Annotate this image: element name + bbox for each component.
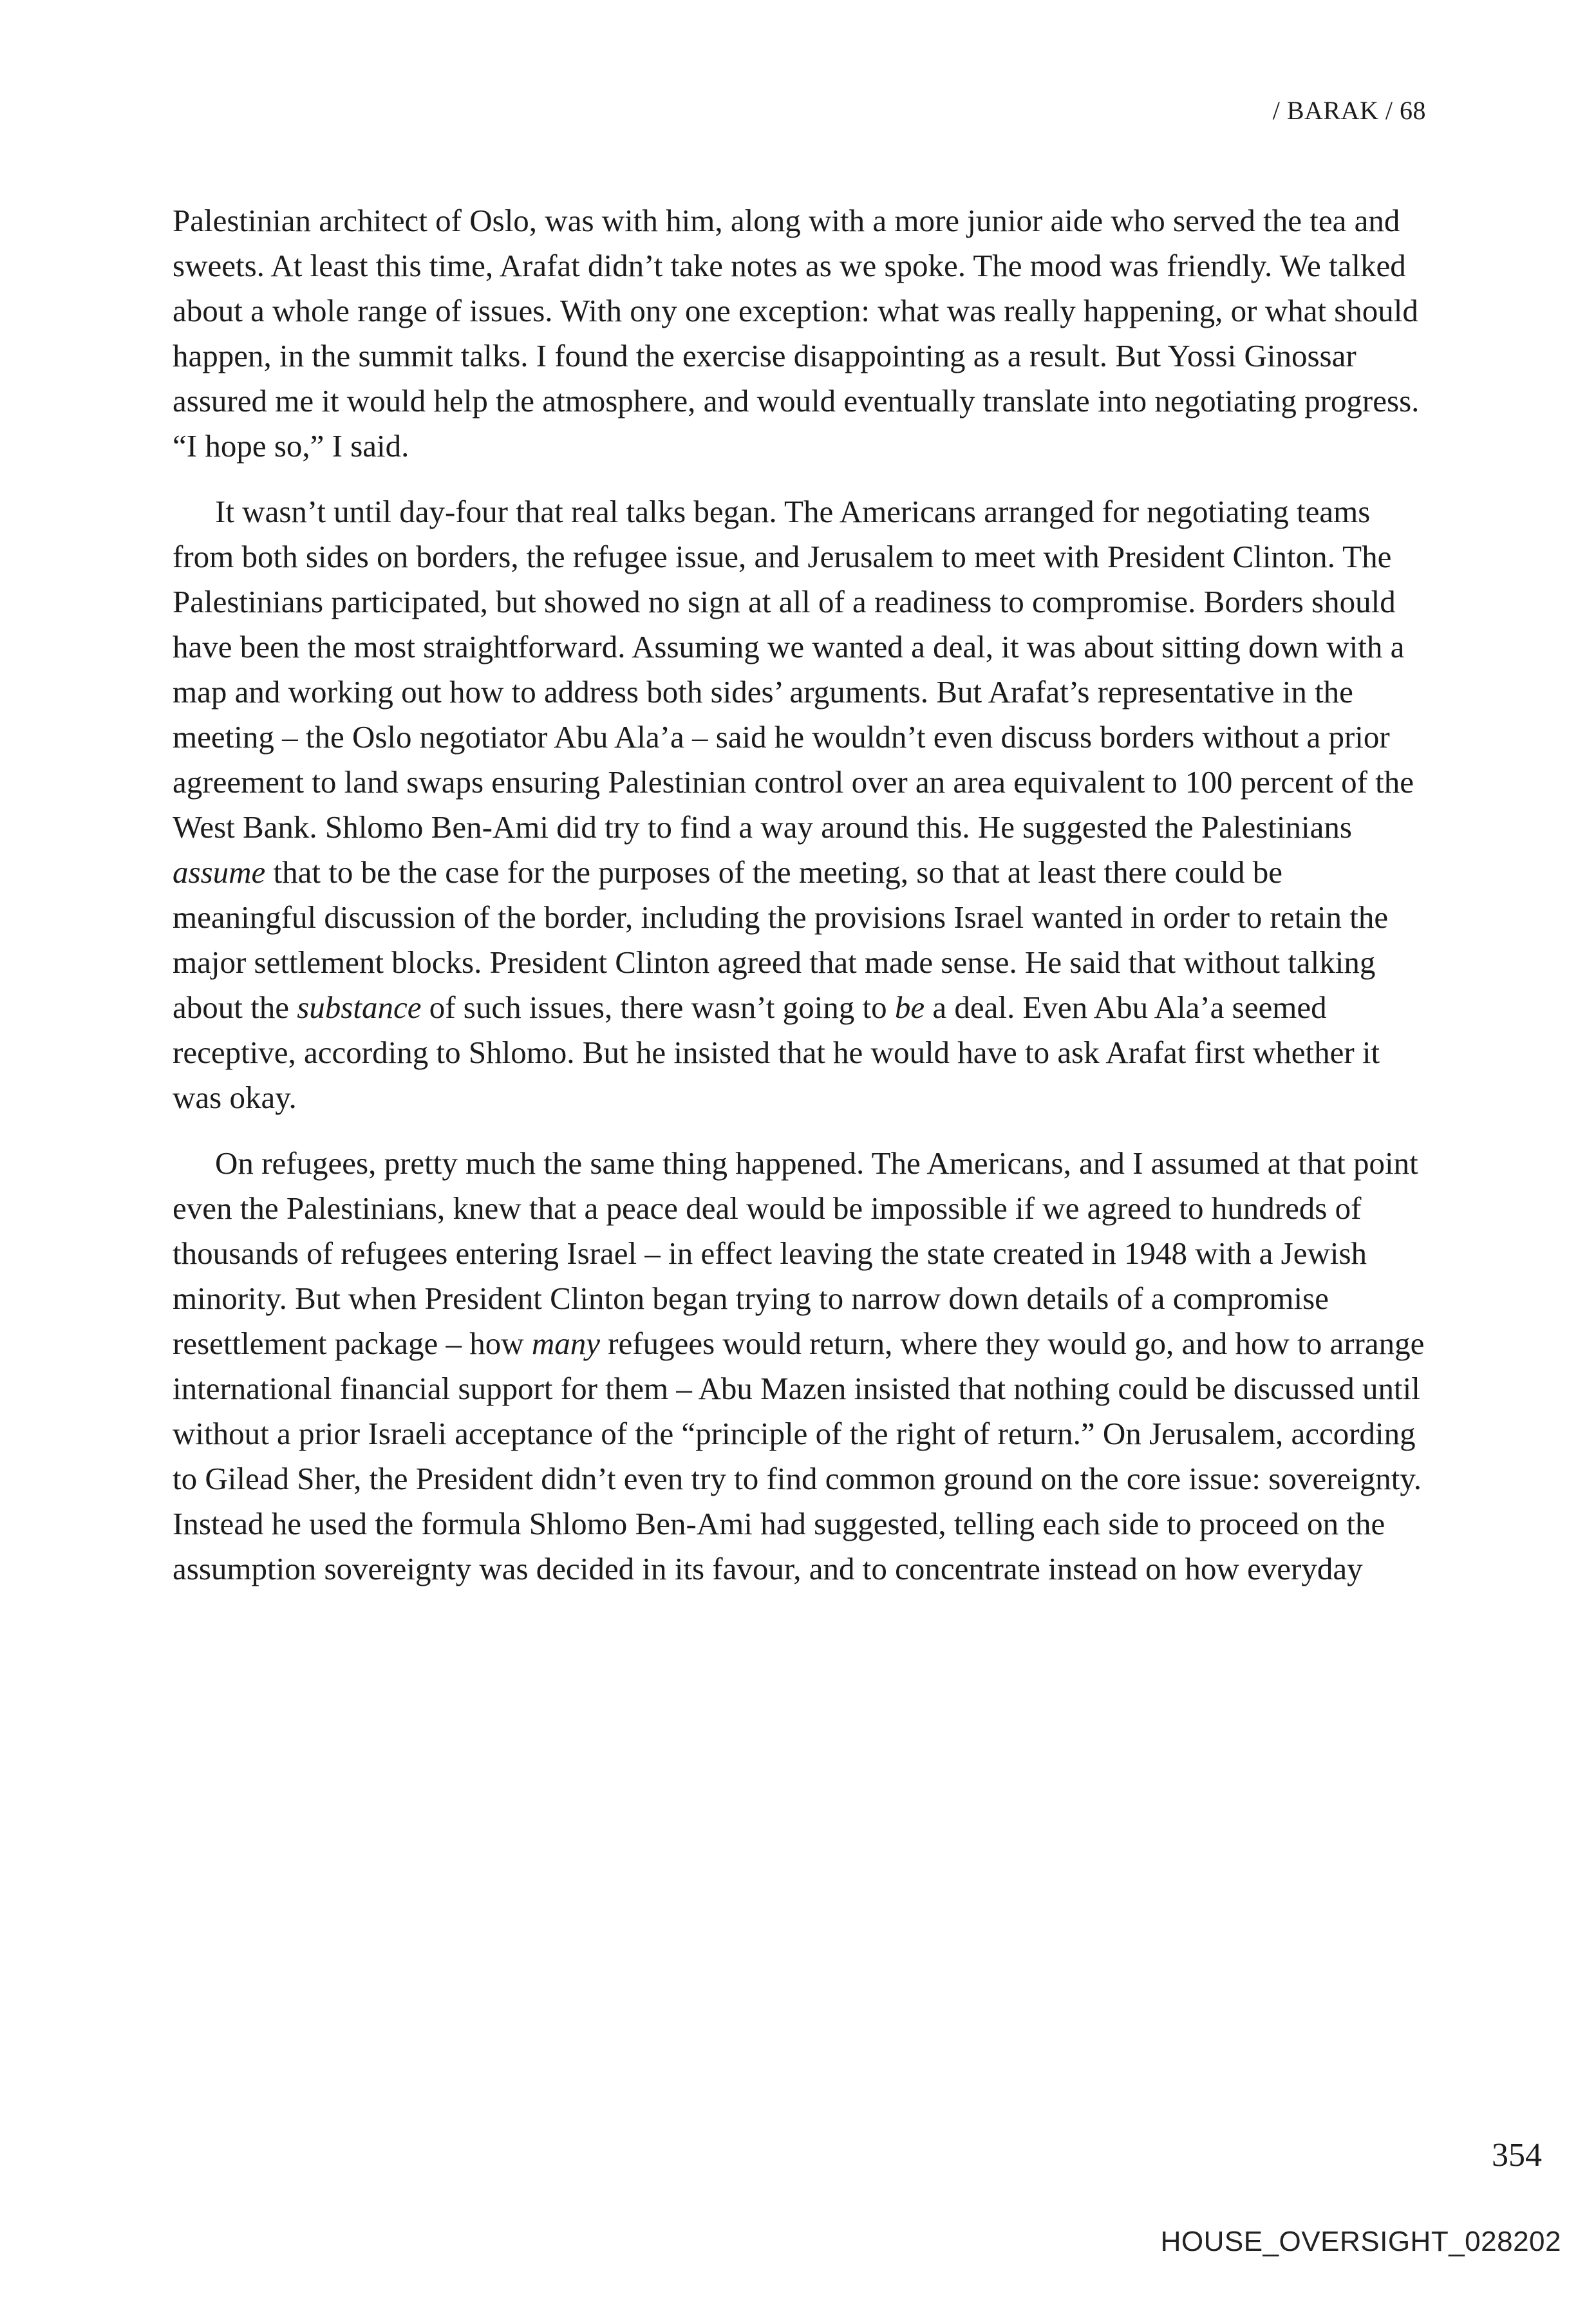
paragraph-2-segment-7: a deal. Even Abu Ala’a seemed receptive, according to Shlomo. But he insisted that he would have to ask Arafat first whether it was okay. <box>173 990 1380 1115</box>
paragraph-2-segment-1: It wasn’t until day-four that real talks began. The Americans arranged for negotiating teams from both sides on borders, the refugee issue, and Jerusalem to meet with President Clinton. The Palestinians participated, but showed no sign at all of a readiness to compromise. Borders should have been the most straightforward. Assuming we wanted a deal, it was about sitting down with a map and working out how to address both sides’ arguments. But Arafat’s representative in the meeting – the Oslo negotiator Abu Ala’a – said he wouldn’t even discuss borders without a prior agreement to land swaps ensuring Palestinian control over an area equivalent to 100 percent of the West Bank. Shlomo Ben-Ami did try to find a way around this. He suggested the Palestinians <box>173 494 1414 845</box>
running-header: / BARAK / 68 <box>1272 96 1426 125</box>
paragraph-2-segment-5: of such issues, there wasn’t going to <box>421 990 895 1025</box>
paragraph-2-italic-be: be <box>894 990 925 1025</box>
paragraph-3-italic-many: many <box>531 1326 600 1361</box>
paragraph-2-italic-substance: substance <box>297 990 422 1025</box>
paragraph-1-text: Palestinian architect of Oslo, was with him, along with a more junior aide who served the tea and sweets. At least this time, Arafat didn’t take notes as we spoke. The mood was friendly. We talked about a whole range of issues. With ony one exception: what was really happening, or what should happen, in the summit talks. I found the exercise disappointing as a result. But Yossi Ginossar assured me it would help the atmosphere, and would eventually translate into negotiating progress. “I hope so,” I said. <box>173 203 1420 464</box>
bates-stamp: HOUSE_OVERSIGHT_028202 <box>1160 2226 1561 2257</box>
paragraph-3 <box>173 1141 1429 1592</box>
page-number: 354 <box>1492 2137 1542 2174</box>
paragraph-2-segment-3: that to be the case for the purposes of the meeting, so that at least there could be meaningful discussion of the border, including the provisions Israel wanted in order to retain the major settlement blocks. President Clinton agreed that made sense. He said that without talking about the <box>173 854 1389 1025</box>
paragraph-3-segment-1: On refugees, pretty much the same thing happened. The Americans, and I assumed at that point even the Palestinians, knew that a peace deal would be impossible if we agreed to hundreds of thousands of refugees entering Israel – in effect leaving the state created in 1948 with a Jewish minority. But when President Clinton began trying to narrow down details of a compromise resettlement package – how <box>173 1145 1418 1361</box>
paragraph-2-italic-assume: assume <box>173 854 266 890</box>
paragraph-3-segment-3: refugees would return, where they would go, and how to arrange international financial support for them – Abu Mazen insisted that nothing could be discussed until without a prior Israeli acceptance of the “principle of the right of return.” On Jerusalem, according to Gilead Sher, the President didn’t even try to find common ground on the core issue: sovereignty. Instead he used the formula Shlomo Ben-Ami had suggested, telling each side to proceed on the assumption sovereignty was decided in its favour, and to concentrate instead on how everyday <box>173 1326 1425 1586</box>
page-body <box>173 198 1429 1612</box>
paragraph-1 <box>173 198 1429 469</box>
paragraph-2 <box>173 489 1429 1120</box>
